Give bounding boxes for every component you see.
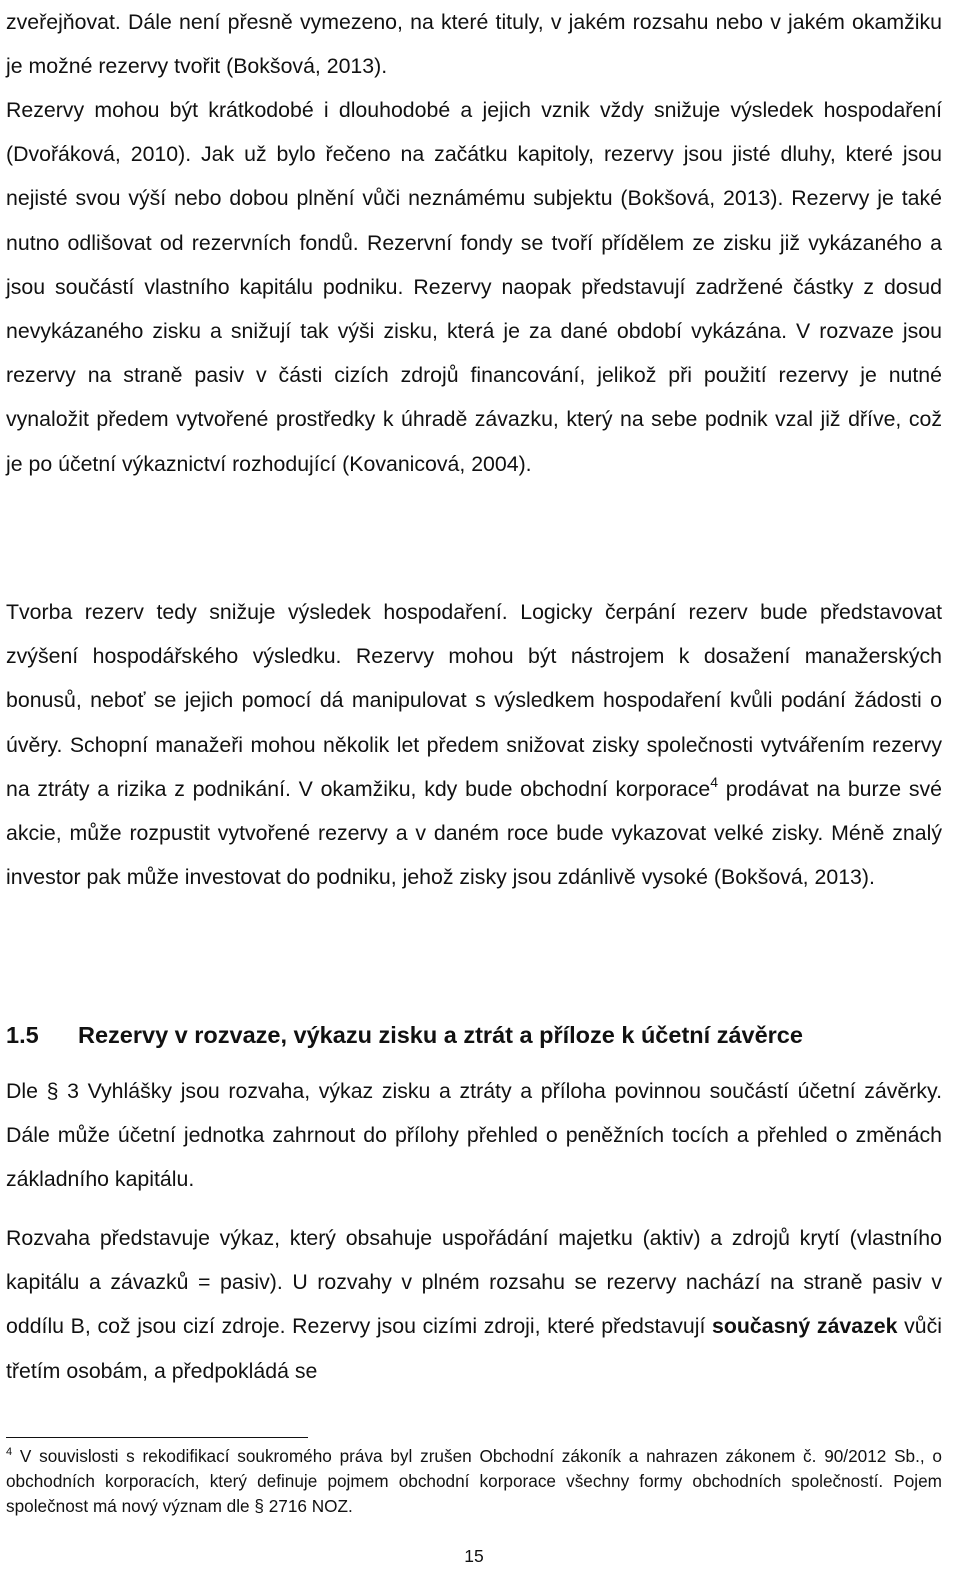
paragraph-3-text-b: prodávat na burze své akcie, může rozpustit vytvořené rezervy a v daném roce bude vykazovat velké zisky. Méně znalý investor pak může investovat do podniku, jehož zisky jsou zdánlivě vysoké (Bokšová, 2013). [6, 776, 942, 890]
footnote-reference[interactable]: 4 [710, 773, 719, 790]
paragraph-1-text: zveřejňovat. Dále není přesně vymezeno, na které tituly, v jakém rozsahu nebo v jakém okamžiku je možné rezervy tvořit (Bokšová, 2013). [6, 10, 942, 79]
paragraph-2-text: Rezervy mohou být krátkodobé i dlouhodobé a jejich vznik vždy snižuje výsledek hospodaření (Dvořáková, 2010). Jak už bylo řečeno na začátku kapitoly, rezervy jsou jisté dluhy, které jsou nejisté svou výší nebo dobou plnění vůči neznámému subjektu (Bokšová, 2013). Rezervy je také nutno odlišovat od rezervních fondů. Rezervní fondy se tvoří přídělem ze zisku již vykázaného a jsou součástí vlastního kapitálu podniku. Rezervy naopak představují zadržené částky z dosud nevykázaného zisku a snižují tak výši zisku, která je za dané období vykázána. V rozvaze jsou rezervy na straně pasiv v části cizích zdrojů financování, jelikož při použití rezervy je nutné vynaložit předem vytvořené prostředky k úhradě závazku, který na sebe podnik vzal již dříve, což je po účetní výkaznictví rozhodující (Kovanicová, 2004). [6, 98, 942, 476]
paragraph-4-text: Dle § 3 Vyhlášky jsou rozvaha, výkaz zisku a ztráty a příloha povinnou součástí účetní závěrky. Dále může účetní jednotka zahrnout do přílohy přehled o peněžních tocích a přehled o změnách základního kapitálu. [6, 1079, 942, 1192]
page-number: 15 [464, 1546, 484, 1566]
footnote-marker: 4 [6, 1446, 13, 1458]
paragraph-4 [6, 1069, 942, 1202]
section-heading [6, 1020, 946, 1050]
paragraph-3 [6, 590, 942, 899]
footnote-separator [6, 1437, 308, 1438]
paragraph-5-text-a: Rozvaha představuje výkaz, který obsahuje uspořádání majetku (aktiv) a zdrojů krytí (vlastního kapitálu a závazků = pasiv). U rozvahy v plném rozsahu se rezervy nachází na straně pasiv v oddílu B, což jsou cizí zdroje. Rezervy jsou cizími zdroji, které představují [6, 1226, 942, 1339]
paragraph-5 [6, 1216, 942, 1393]
section-number: 1.5 [6, 1022, 39, 1048]
paragraph-5-text-b: vůči třetím osobám, a předpokládá se [6, 1314, 942, 1383]
paragraph-3-text-a: Tvorba rezerv tedy snižuje výsledek hospodaření. Logicky čerpání rezerv bude představovat zvýšení hospodářského výsledku. Rezervy mohou být nástrojem k dosažení manažerských bonusů, neboť se jejich pomocí dá manipulovat s výsledkem hospodaření kvůli podání žádosti o úvěry. Schopní manažeři mohou několik let předem snižovat zisky společnosti vytvářením rezervy na ztráty a rizika z podnikání. V okamžiku, kdy bude obchodní korporace [6, 600, 942, 801]
footnote-text: V souvislosti s rekodifikací soukromého práva byl zrušen Obchodní zákoník a nahrazen zákonem č. 90/2012 Sb., o obchodních korporacích, který definuje pojmem obchodní korporace všechny formy obchodních společností. Pojem společnost má nový význam dle § 2716 NOZ. [6, 1446, 942, 1516]
paragraph-5-bold-term: současný závazek [712, 1314, 898, 1339]
paragraph-2 [6, 88, 942, 486]
section-title: Rezervy v rozvaze, výkazu zisku a ztrát a příloze k účetní závěrce [78, 1022, 803, 1048]
paragraph-1 [6, 0, 942, 88]
footnote [6, 1444, 942, 1519]
